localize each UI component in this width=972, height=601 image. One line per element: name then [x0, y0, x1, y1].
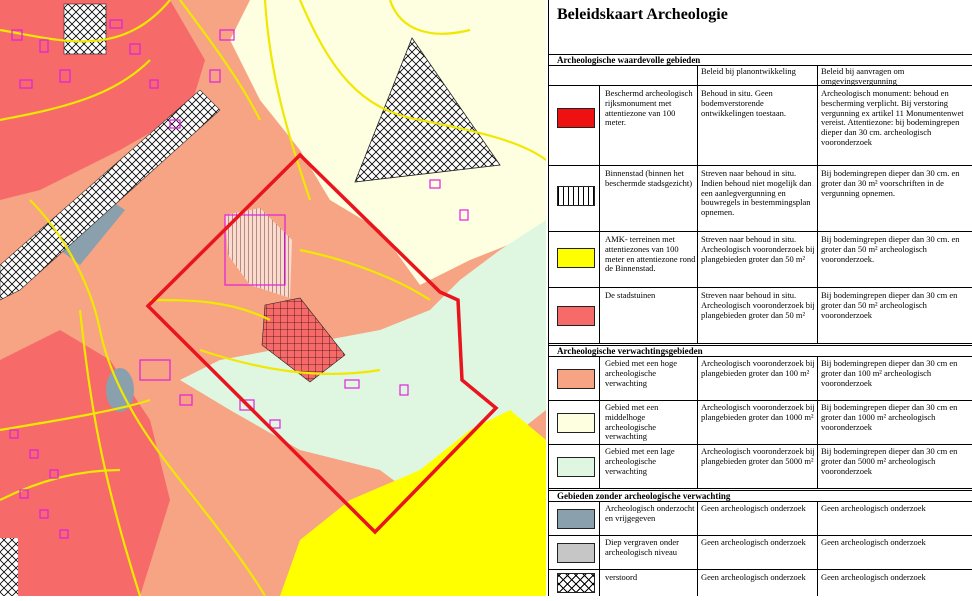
row-label: Gebied met een lage archeologische verwachting [605, 446, 675, 476]
legend-row [549, 401, 972, 445]
row-label: Gebied met een hoge archeologische verwachting [605, 358, 677, 388]
swatch-low [557, 457, 595, 477]
row-policy-permit: Bij bodemingrepen dieper dan 30 cm en groter dan 1000 m² archeologisch vooronderzoek [821, 402, 958, 432]
row-label: Archeologisch onderzocht en vrijgegeven [605, 503, 695, 523]
row-label: De stadstuinen [605, 290, 656, 300]
row-policy-plan: Geen archeologisch onderzoek [701, 503, 806, 513]
row-label: Diep vergraven onder archeologisch niveau [605, 537, 679, 557]
row-label: Beschermd archeologisch rijksmonument met attentiezone van 100 meter. [605, 88, 693, 128]
row-label: AMK- terreinen met attentiezones van 100 meter en attentiezone rond de Binnenstad. [605, 234, 696, 274]
swatch-deep-excavated [557, 543, 595, 563]
swatch-stadstuinen [557, 306, 595, 326]
column-header-permit: Beleid bij aanvragen om omgevingsvergunning [821, 66, 905, 86]
row-policy-plan: Archeologisch vooronderzoek bij plangebieden groter dan 5000 m² [701, 446, 815, 466]
swatch-rijksmonument [557, 108, 595, 128]
swatch-disturbed [557, 573, 595, 593]
disturbed-bottom-left [0, 538, 18, 596]
row-label: verstoord [605, 572, 638, 582]
row-policy-permit: Bij bodemingrepen dieper dan 30 cm en groter dan 5000 m² archeologisch vooronderzoek [821, 446, 958, 476]
swatch-amk [557, 248, 595, 268]
legend-row [549, 536, 972, 570]
row-policy-permit: Geen archeologisch onderzoek [821, 572, 926, 582]
row-label: Binnenstad (binnen het beschermde stadsgezicht) [605, 168, 693, 188]
row-policy-permit: Geen archeologisch onderzoek [821, 503, 926, 513]
column-header-plan: Beleid bij planontwikkeling [701, 66, 796, 76]
disturbed-top [64, 4, 106, 54]
legend-row [549, 288, 972, 344]
row-policy-permit: Archeologisch monument: behoud en bescherming verplicht. Bij verstoring vergunning ex artikel 11 Monumentenwet vereist. Attentiezone: bij bodemingrepen dieper dan 30 cm. archeologisch vooronderzoek [821, 88, 964, 147]
legend-row [549, 357, 972, 401]
legend-row [549, 166, 972, 232]
swatch-high [557, 369, 595, 389]
row-policy-plan: Streven naar behoud in situ. Indien behoud niet mogelijk dan een aanlegvergunning en bouwregels in bestemmingsplan opnemen. [701, 168, 812, 218]
legend-row [549, 502, 972, 536]
swatch-investigated [557, 509, 595, 529]
row-label: Gebied met een middelhoge archeologische verwachting [605, 402, 659, 442]
swatch-middle [557, 413, 595, 433]
row-policy-permit: Bij bodemingrepen dieper dan 30 cm. en groter dan 50 m² archeologisch vooronderzoek. [821, 234, 960, 264]
row-policy-plan: Streven naar behoud in situ. Archeologisch vooronderzoek bij plangebieden groter dan 50 m² [701, 290, 815, 320]
row-policy-permit: Bij bodemingrepen dieper dan 30 cm en groter dan 100 m² archeologisch vooronderzoek [821, 358, 958, 388]
row-policy-permit: Bij bodemingrepen dieper dan 30 cm en groter dan 50 m² archeologisch vooronderzoek [821, 290, 958, 320]
row-policy-plan: Behoud in situ. Geen bodemverstorende ontwikkelingen toestaan. [701, 88, 786, 118]
row-policy-plan: Streven naar behoud in situ. Archeologisch vooronderzoek bij plangebieden groter dan 50 m² [701, 234, 815, 264]
legend-row [549, 86, 972, 166]
legend-title: Beleidskaart Archeologie [557, 6, 728, 23]
section-heading-none: Gebieden zonder archeologische verwachting [549, 490, 972, 502]
section-heading-expectation: Archeologische verwachtingsgebieden [549, 345, 972, 357]
legend-row [549, 570, 972, 596]
legend-column-row [549, 66, 972, 86]
row-policy-plan: Archeologisch vooronderzoek bij plangebieden groter dan 1000 m² [701, 402, 815, 422]
section-heading-valuable: Archeologische waardevolle gebieden [549, 54, 972, 66]
row-policy-plan: Geen archeologisch onderzoek [701, 537, 806, 547]
legend-panel [548, 0, 972, 596]
legend-row [549, 232, 972, 288]
legend-row [549, 445, 972, 489]
row-policy-permit: Geen archeologisch onderzoek [821, 537, 926, 547]
row-policy-plan: Geen archeologisch onderzoek [701, 572, 806, 582]
row-policy-permit: Bij bodemingrepen dieper dan 30 cm. en groter dan 30 m² voorschriften in de vergunning opnemen. [821, 168, 960, 198]
swatch-binnenstad [557, 186, 595, 206]
row-policy-plan: Archeologisch vooronderzoek bij plangebieden groter dan 100 m² [701, 358, 815, 378]
